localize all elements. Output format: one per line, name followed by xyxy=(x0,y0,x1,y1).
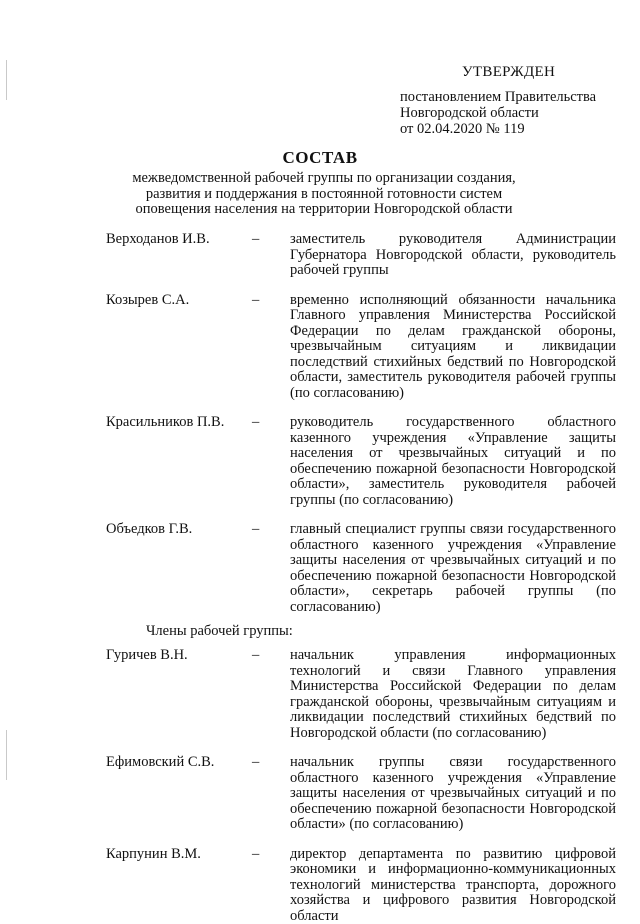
member-row xyxy=(106,293,616,402)
member-name: Карпунин В.М. xyxy=(106,847,201,863)
member-dash: – xyxy=(252,293,259,309)
member-dash: – xyxy=(252,755,259,771)
approval-stamp-block xyxy=(400,64,640,137)
member-row xyxy=(106,847,616,924)
member-dash: – xyxy=(252,648,259,664)
member-row xyxy=(106,648,616,741)
approval-date-number: от 02.04.2020 № 119 xyxy=(400,121,640,137)
scan-edge-mark xyxy=(6,730,7,780)
member-role: руководитель государственного областного казенного учреждения «Управление защиты населения от чрезвычайных ситуаций и по обеспечению пожарной безопасности Новгородской области», заместитель руководителя рабочей группы (по согласованию) xyxy=(290,415,616,508)
member-role: начальник управления информационных технологий и связи Главного управления Министерства Российской Федерации по делам гражданской обороны, чрезвычайным ситуациям и ликвидации последствий стихийных бедствий по Новгородской области (по согласованию) xyxy=(290,648,616,741)
scan-edge-mark xyxy=(6,60,7,100)
member-dash: – xyxy=(252,847,259,863)
member-dash: – xyxy=(252,415,259,431)
approval-line: постановлением Правительства xyxy=(400,89,640,105)
approval-line: Новгородской области xyxy=(400,105,640,121)
member-row xyxy=(106,755,616,833)
members-heading: Члены рабочей группы: xyxy=(146,623,616,640)
member-name: Ефимовский С.В. xyxy=(106,755,214,771)
member-role: заместитель руководителя Администрации Губернатора Новгородской области, руководитель рабочей группы xyxy=(290,232,616,279)
member-dash: – xyxy=(252,232,259,248)
member-name: Верходанов И.В. xyxy=(106,232,210,248)
member-name: Красильников П.В. xyxy=(106,415,224,431)
approval-title: УТВЕРЖДЕН xyxy=(462,64,640,80)
member-name: Объедков Г.В. xyxy=(106,522,192,538)
member-dash: – xyxy=(252,522,259,538)
member-name: Козырев С.А. xyxy=(106,293,189,309)
document-subtitle: межведомственной рабочей группы по организации создания, развития и поддержания в постоянной готовности систем оповещения населения на территории Новгородской области xyxy=(108,171,540,218)
member-role: начальник группы связи государственного областного казенного учреждения «Управление защиты населения от чрезвычайных ситуаций и по обеспечению пожарной безопасности Новгородской области» (по согласованию) xyxy=(290,755,616,833)
member-role: главный специалист группы связи государственного областного казенного учреждения «Управление защиты населения от чрезвычайных ситуаций и по обеспечению пожарной безопасности Новгородской области», секретарь рабочей группы (по согласованию) xyxy=(290,522,616,615)
member-row xyxy=(106,232,616,279)
member-role: директор департамента по развитию цифровой экономики и информационно-коммуникационных технологий министерства транспорта, дорожного хозяйства и цифрового развития Новгородской области xyxy=(290,847,616,924)
group-composition-list xyxy=(106,232,616,924)
member-row xyxy=(106,415,616,508)
member-name: Гуричев В.Н. xyxy=(106,648,188,664)
document-title: СОСТАВ xyxy=(0,148,640,168)
member-role: временно исполняющий обязанности начальника Главного управления Министерства Российской Федерации по делам гражданской обороны, чрезвычайным ситуациям и ликвидации последствий стихийных бедствий по Новгородской области, заместитель руководителя рабочей группы (по согласованию) xyxy=(290,293,616,402)
member-row xyxy=(106,522,616,615)
